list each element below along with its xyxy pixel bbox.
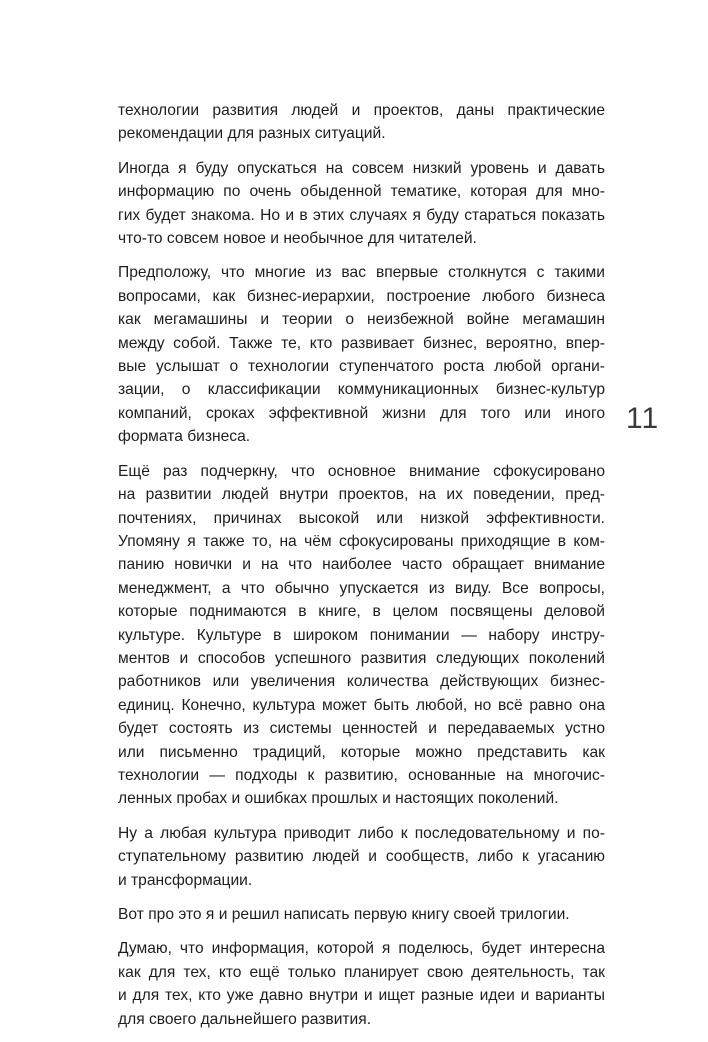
text-line: единиц. Конечно, культура может быть любой, но всё равно она [118,696,605,714]
paragraph [118,261,605,448]
text-line: или письменно традиций, которые можно представить как [118,743,605,761]
text-line: как для тех, кто ещё только планирует свою деятельность, так [118,963,605,981]
text-line: гих будет знакома. Но и в этих случаях я буду стараться показать [118,206,605,224]
text-line: Вот про это я и решил написать первую книгу своей трилогии. [118,906,570,923]
body-text [118,99,605,1042]
text-line: на развитии людей внутри проектов, на их поведении, пред- [118,486,605,504]
paragraph [118,822,605,892]
page-number: 11 [626,402,660,435]
text-line: Ну а любая культура приводит либо к последовательному и по- [118,824,605,842]
text-line: для своего дальнейшего развития. [118,1010,372,1028]
text-line: будет состоять из системы ценностей и передаваемых устно [118,720,605,738]
paragraph [118,903,605,926]
text-line: панию новички и на что наиболее часто обращает внимание [118,556,605,574]
text-line: технологии развития людей и проектов, даны практические [118,102,605,119]
text-line: как мегамашины и теории о неизбежной войне мегамашин [118,311,605,329]
text-line: ступательному развитию людей и сообществ, либо к угасанию [118,848,605,866]
text-line: что-то совсем новое и необычное для читателей. [118,230,477,248]
text-line: рекомендации для разных ситуаций. [118,125,386,143]
text-line: Упомяну я также то, на чём сфокусированы приходящие в ком- [118,532,605,550]
text-line: Предположу, что многие из вас впервые столкнутся с такими [118,264,605,282]
text-line: Ещё раз подчеркну, что основное внимание сфокусировано [118,462,605,480]
text-line: информацию по очень обыденной тематике, которая для мно- [118,183,605,201]
paragraph [118,157,605,251]
text-line: вопросами, как бизнес-иерархии, построение любого бизнеса [118,287,605,305]
text-line: менеджмент, а что обычно упускается из виду. Все вопросы, [118,579,605,597]
text-line: работников или увеличения количества действующих бизнес- [118,673,605,691]
text-line: и для тех, кто уже давно внутри и ищет разные идеи и варианты [118,987,605,1005]
text-line: технологии — подходы к развитию, основанные на многочис- [118,766,605,784]
text-line: которые поднимаются в книге, в целом посвящены деловой [118,603,605,621]
text-line: ментов и способов успешного развития следующих поколений [118,649,605,667]
text-line: компаний, сроках эффективной жизни для того или иного [118,404,605,422]
text-line: формата бизнеса. [118,428,251,446]
text-line: почтениях, причинах высокой или низкой эффективности. [118,509,605,527]
text-line: ленных пробах и ошибках прошлых и настоящих поколений. [118,790,559,808]
paragraph [118,937,605,1031]
text-line: и трансформации. [118,871,253,889]
text-line: зации, о классификации коммуникационных бизнес-культур [118,381,605,399]
text-line: Думаю, что информация, которой я поделюсь, будет интересна [118,940,605,958]
paragraph [118,99,605,146]
paragraph [118,460,605,811]
text-line: Иногда я буду опускаться на совсем низкий уровень и давать [118,159,605,177]
text-line: культуре. Культуре в широком понимании — набору инстру- [118,626,605,644]
text-line: вые услышат о технологии ступенчатого роста любой органи- [118,358,605,376]
text-line: между собой. Также те, кто развивает бизнес, вероятно, впер- [118,334,605,352]
